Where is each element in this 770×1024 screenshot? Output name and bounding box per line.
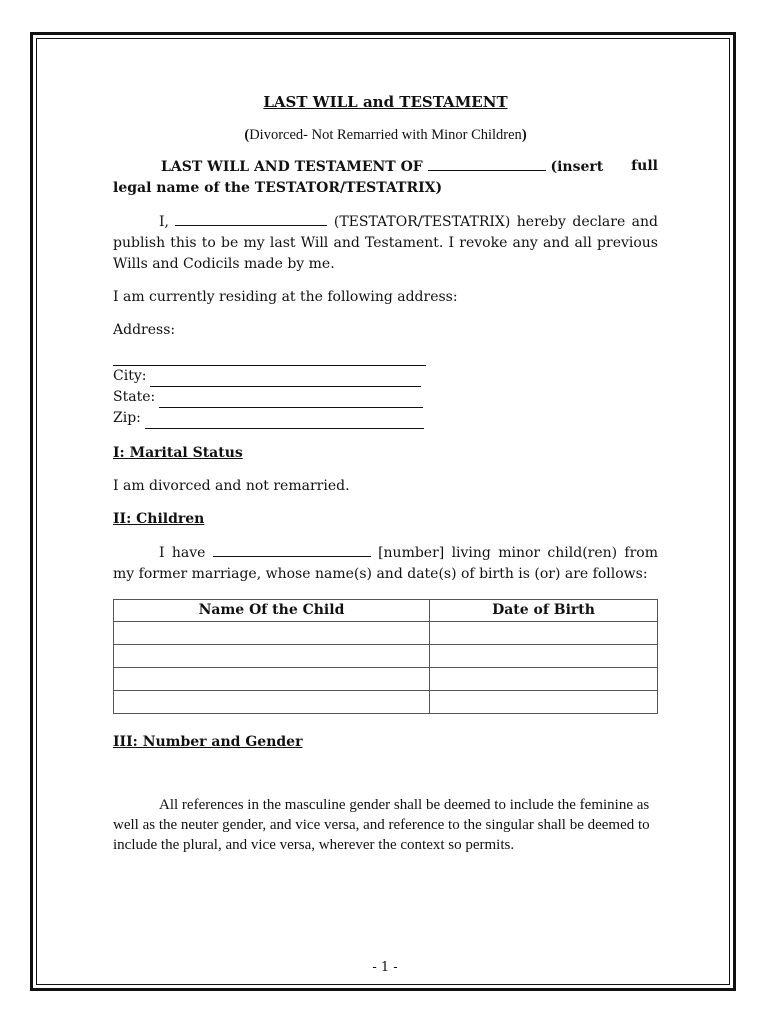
child-name-cell[interactable] xyxy=(114,691,430,714)
document-body xyxy=(113,92,658,855)
declaration-paragraph xyxy=(113,211,658,275)
child-name-cell[interactable] xyxy=(114,622,430,645)
heading-full: full xyxy=(631,158,658,174)
section-children-title: II: Children xyxy=(113,511,205,527)
document-subtitle xyxy=(113,125,658,146)
section-number-gender-title: III: Number and Gender xyxy=(113,734,303,750)
children-number-field[interactable] xyxy=(213,542,371,557)
child-name-cell[interactable] xyxy=(114,668,430,691)
column-header-dob: Date of Birth xyxy=(430,600,658,622)
zip-label: Zip: xyxy=(113,410,141,426)
child-dob-cell[interactable] xyxy=(430,645,658,668)
table-header-row xyxy=(114,600,658,622)
child-dob-cell[interactable] xyxy=(430,622,658,645)
address-block xyxy=(113,345,658,429)
heading-line2: legal name of the TESTATOR/TESTATRIX) xyxy=(113,180,443,196)
section-marital-status-title: I: Marital Status xyxy=(113,445,243,461)
table-row xyxy=(114,668,658,691)
heading-prefix-group xyxy=(161,156,603,178)
state-label: State: xyxy=(113,389,156,405)
table-row xyxy=(114,645,658,668)
testament-heading xyxy=(113,156,658,199)
child-name-cell[interactable] xyxy=(114,645,430,668)
document-title: LAST WILL and TESTAMENT xyxy=(263,93,508,111)
children-table xyxy=(113,599,658,714)
children-paragraph xyxy=(113,542,658,585)
table-row xyxy=(114,691,658,714)
heading-prefix: LAST WILL AND TESTAMENT OF xyxy=(161,159,423,175)
declaration-name-field[interactable] xyxy=(175,211,327,226)
city-field[interactable] xyxy=(150,372,421,387)
state-field[interactable] xyxy=(159,393,423,408)
subtitle-close-paren: ) xyxy=(521,127,527,143)
section-marital-status-text: I am divorced and not remarried. xyxy=(113,478,350,494)
table-row xyxy=(114,622,658,645)
section-number-gender-text: All references in the masculine gender shall be deemed to include the feminine as well as the neuter gender, and vice versa, and reference to the singular shall be deemed to include the plural, and vice versa, wherever the context so permits. xyxy=(113,797,650,853)
city-label: City: xyxy=(113,368,147,384)
residing-text: I am currently residing at the following address: xyxy=(113,289,458,305)
page-number: - 1 - xyxy=(372,960,398,975)
subtitle-open-paren: ( xyxy=(244,127,250,143)
address-field[interactable] xyxy=(113,351,426,366)
children-i-have: I have xyxy=(159,545,206,561)
address-label: Address: xyxy=(113,322,176,338)
declaration-rest: (TESTATOR/TESTATRIX) hereby declare and publish this to be my last Will and Testament. I revoke any and all previous Wills and Codicils made by me. xyxy=(113,214,659,272)
subtitle-text: Divorced- Not Remarried with Minor Children xyxy=(249,127,522,143)
testator-name-field[interactable] xyxy=(428,156,546,171)
child-dob-cell[interactable] xyxy=(430,691,658,714)
child-dob-cell[interactable] xyxy=(430,668,658,691)
column-header-name: Name Of the Child xyxy=(114,600,430,622)
declaration-i: I, xyxy=(159,214,169,230)
children-rest: [number] living minor child(ren) from my former marriage, whose name(s) and date(s) of birth is (or) are follows: xyxy=(113,545,659,582)
heading-insert: (insert xyxy=(550,159,604,175)
zip-field[interactable] xyxy=(145,414,424,429)
